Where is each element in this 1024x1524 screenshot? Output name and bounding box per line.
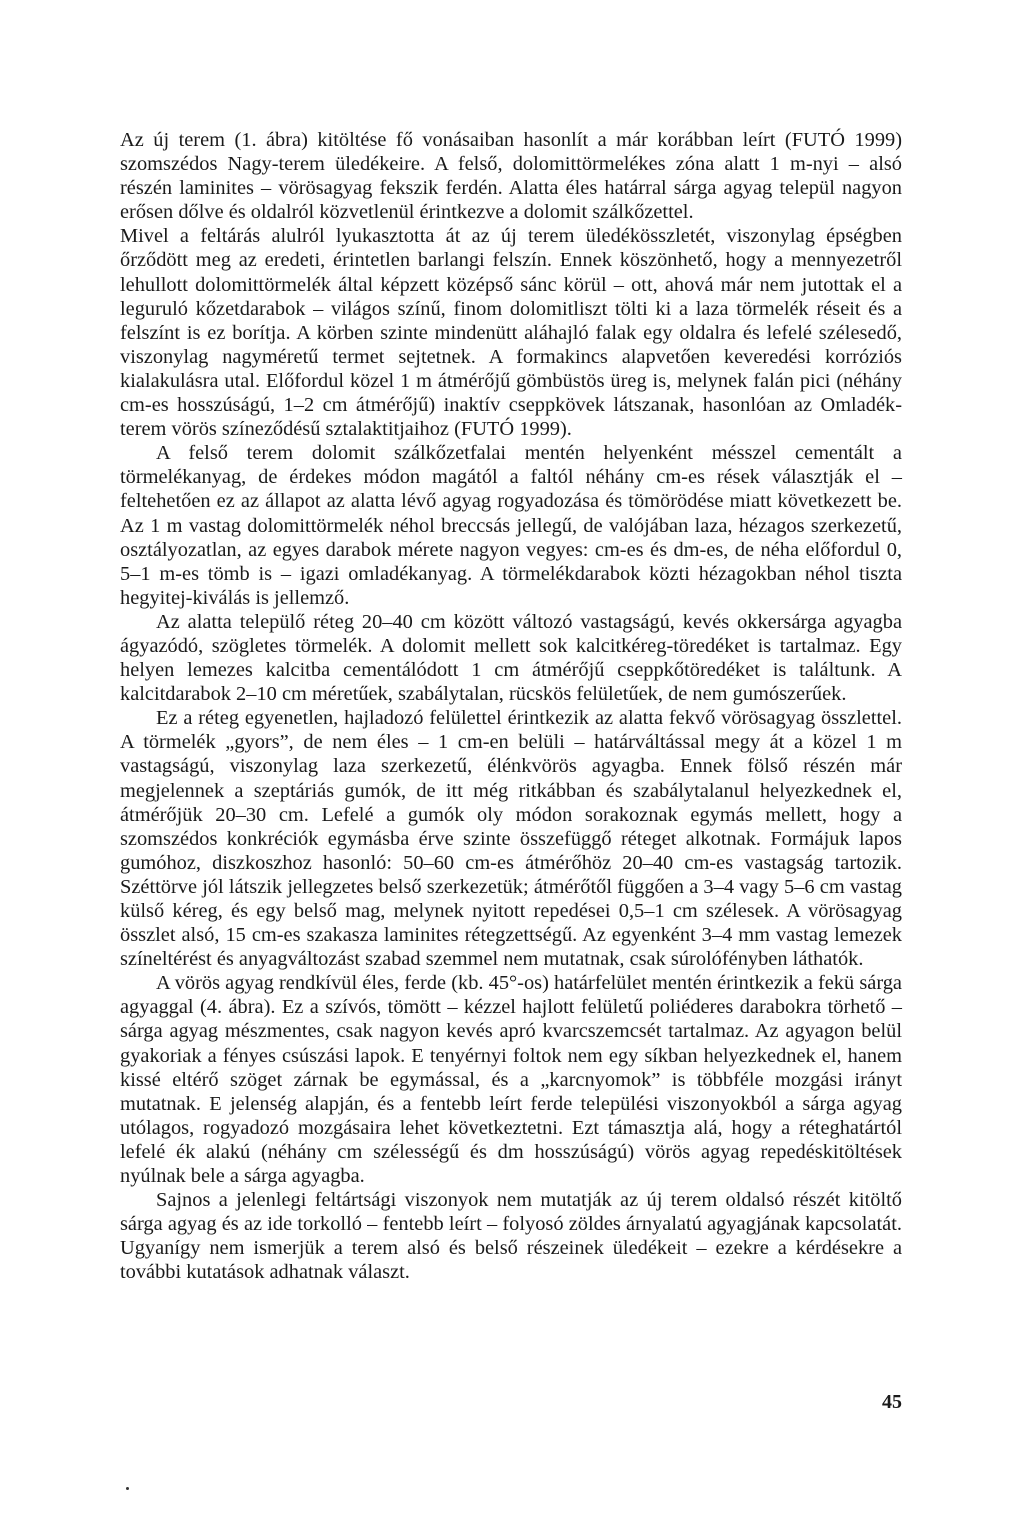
- paragraph: Ez a réteg egyenetlen, hajladozó felülettel érintkezik az alatta fekvő vörösagyag összlettel. A törmelék „gyors”, de nem éles – 1 cm-en belüli – határváltással megy át a közel 1 m vastagságú, viszonylag laza szerkezetű, élénkvörös agyagba. Ennek fölső részén már megjelennek a szeptáriás gumók, de itt még ritkábban és szabálytalanul helyezkednek el, átmérőjük 20–30 cm. Lefelé a gumók oly módon sorakoznak egymás mellett, hogy a szomszédos konkréciók egymásba érve szinte összefüggő réteget alkotnak. Formájuk lapos gumóhoz, diszkoszhoz hasonló: 50–60 cm-es átmérőhöz 20–40 cm-es vastagság tartozik. Széttörve jól látszik jellegzetes belső szerkezetük; átmérőtől függően a 3–4 vagy 5–6 cm vastag külső kéreg, és egy belső mag, melynek nyitott repedései 0,5–1 cm szélesek. A vörösagyag összlet alsó, 15 cm-es szakasza laminites rétegzettségű. Az egyenként 3–4 mm vastag lemezek színeltérést és anyagváltozást szabad szemmel nem mutatnak, csak súrolófényben láthatók.: [120, 707, 902, 971]
- paragraph: A felső terem dolomit szálkőzetfalai mentén helyenként mésszel cementált a törmelékanyag, de érdekes módon magától a faltól néhány cm-es rések választják el – feltehetően ez az állapot az alatta lévő agyag rogyadozása és tömörödése miatt következett be. Az 1 m vastag dolomittörmelék néhol breccsás jellegű, de valójában laza, hézagos szerkezetű, osztályozatlan, az egyes darabok mérete nagyon vegyes: cm-es és dm-es, de néha előfordul 0, 5–1 m-es tömb is – igazi omladékanyag. A törmelékdarabok közti hézagokban néhol tiszta hegyitej-kiválás is jellemző.: [120, 442, 902, 609]
- body-text: [120, 128, 902, 1285]
- paragraph: Az új terem (1. ábra) kitöltése fő vonásaiban hasonlít a már korábban leírt (FUTÓ 1999) szomszédos Nagy-terem üledékeire. A felső, dolomittörmelékes zóna alatt 1 m-nyi – alsó részén laminites – vörösagyag fekszik ferdén. Alatta éles határral sárga agyag települ nagyon erősen dőlve és oldalról közvetlenül érintkezve a dolomit szálkőzettel.: [120, 129, 902, 224]
- paragraph: Az alatta települő réteg 20–40 cm között változó vastagságú, kevés okkersárga agyagba ágyazódó, szögletes törmelék. A dolomit mellett sok kalcitkéreg-töredéket is tartalmaz. Egy helyen lemezes kalcitba cementálódott 1 cm átmérőjű cseppkőtöredéket is találtunk. A kalcitdarabok 2–10 cm méretűek, szabálytalan, rücskös felületűek, de nem gumószerűek.: [120, 610, 902, 706]
- scan-speck: [126, 1487, 129, 1490]
- paragraph: Sajnos a jelenlegi feltártsági viszonyok nem mutatják az új terem oldalsó részét kitöltő sárga agyag és az ide torkolló – fentebb leírt – folyosó zöldes árnyalatú agyagjának kapcsolatát. Ugyanígy nem ismerjük a terem alsó és belső részeinek üledékeit – ezekre a kérdésekre a további kutatások adhatnak választ.: [120, 1189, 902, 1284]
- paragraph: Mivel a feltárás alulról lyukasztotta át az új terem üledékösszletét, viszonylag épségben őrződött meg az eredeti, érintetlen barlangi felszín. Ennek köszönhető, hogy a mennyezetről lehullott dolomittörmelék által képzett középső sánc körül – ott, ahová már nem jutottak el a leguruló kőzetdarabok – világos színű, finom dolomitliszt tölti ki a laza törmelék réseit és a felszínt is ez borítja. A körben szinte mindenütt aláhajló falak egy oldalra és lefelé szélesedő, viszonylag nagyméretű termet sejtetnek. A formakincs alapvetően keveredési korróziós kialakulásra utal. Előfordul közel 1 m átmérőjű gömbüstös üreg is, melynek falán pici (néhány cm-es hosszúságú, 1–2 cm átmérőjű) inaktív cseppkövek látszanak, hasonlóan az Omladék-terem vörös színeződésű sztalaktitjaihoz (FUTÓ 1999).: [120, 225, 902, 441]
- paragraph: A vörös agyag rendkívül éles, ferde (kb. 45°-os) határfelület mentén érintkezik a fekü sárga agyaggal (4. ábra). Ez a szívós, tömött – kézzel hajlott felületű poliéderes darabokra törhető – sárga agyag mészmentes, csak nagyon kevés apró kvarcszemcsét tartalmaz. Az agyagon belül gyakoriak a fényes csúszási lapok. E tenyérnyi foltok nem egy síkban helyezkednek el, hanem kissé eltérő szöget zárnak be egymással, és a „karcnyomok” is többféle mozgási irányt mutatnak. E jelenség alapján, és a fentebb leírt ferde települési viszonyokból a sárga agyag utólagos, rogyadozó mozgásaira lehet következtetni. Ezt támasztja alá, hogy a réteghatártól lefelé ék alakú (néhány cm szélességű és dm hosszúságú) vörös agyag repedéskitöltések nyúlnak bele a sárga agyagba.: [120, 972, 902, 1188]
- page-number: 45: [882, 1391, 902, 1413]
